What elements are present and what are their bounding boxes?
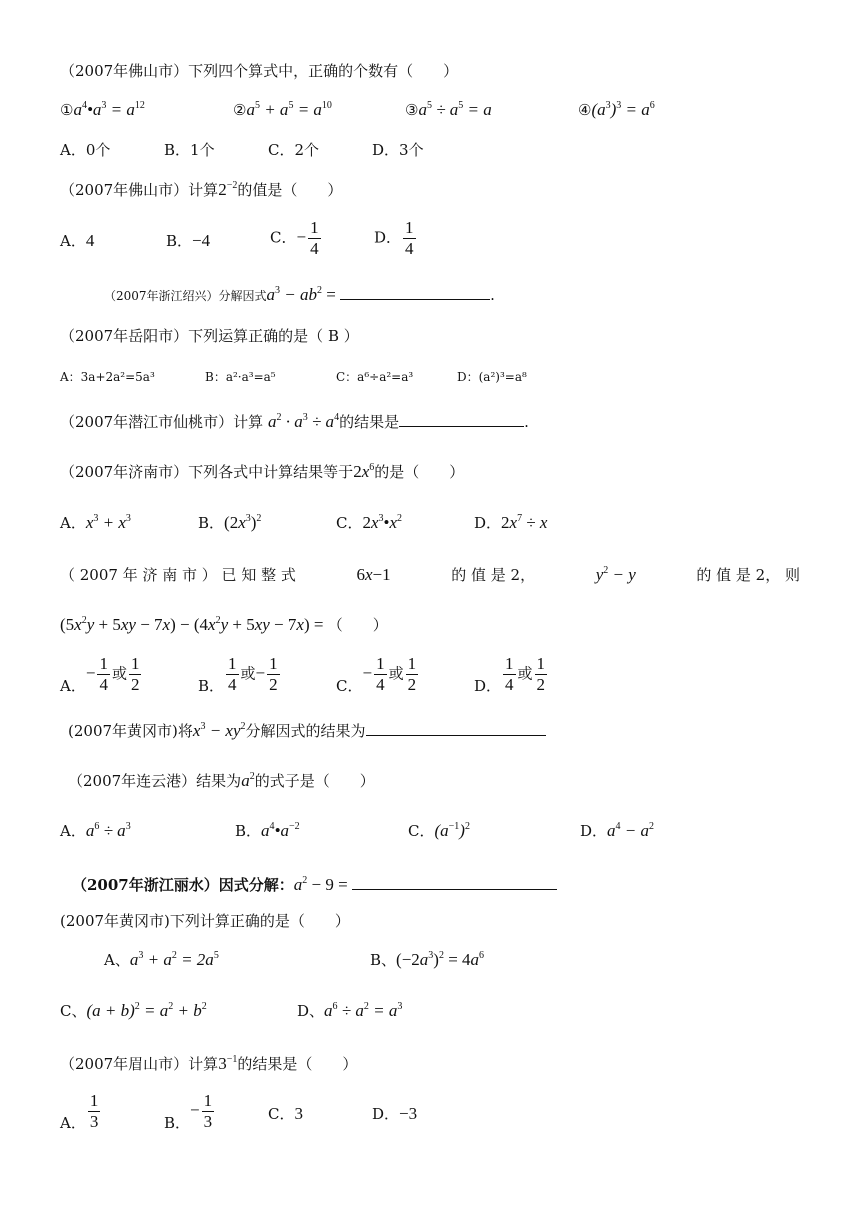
- q11-choice-b: B、$(-2a^3)^2 = 4a^6$: [370, 950, 485, 969]
- choice: C．: [270, 228, 297, 247]
- choice: D．: [474, 514, 502, 532]
- q12-stem: （2007年眉山市）计算$3^{-1}$的结果是（ ）: [60, 1054, 358, 1073]
- answer-blank[interactable]: [366, 719, 546, 736]
- q1-item-label: ④: [578, 101, 592, 119]
- choice: B．: [164, 1113, 191, 1132]
- answer-blank[interactable]: [352, 873, 557, 890]
- choice: D．: [474, 676, 502, 695]
- choice: C．: [336, 514, 363, 532]
- q3-stem: （2007年浙江绍兴）分解因式$a^3 - ab^2$ = .: [104, 285, 495, 304]
- choice: B．: [198, 676, 225, 695]
- choice: A．0个: [60, 141, 111, 159]
- q6-stem: （2007年济南市）下列各式中计算结果等于$2x^6$的是（ ）: [60, 462, 465, 481]
- q4-stem: （2007年岳阳市）下列运算正确的是（ B ）: [60, 327, 359, 345]
- q2-stem: （2007年佛山市）计算$2^{-2}$的值是（ ）: [60, 180, 343, 199]
- choice: B：a²·a³=a⁵: [205, 370, 276, 384]
- choice: A．: [60, 1113, 86, 1132]
- choice: B．: [198, 514, 225, 532]
- answer-blank[interactable]: [340, 283, 490, 300]
- choice: D、: [297, 1002, 325, 1020]
- choice: A、: [104, 951, 130, 969]
- q11-choice-a: A、$a^3 + a^2 = 2a^5$: [104, 950, 219, 969]
- choice: C：a⁶÷a²=a³: [336, 370, 414, 384]
- choice: A．: [60, 822, 86, 840]
- choice: D．: [374, 228, 402, 247]
- q9-stem: （2007年连云港）结果为$a^2$的式子是（ ）: [68, 771, 375, 790]
- q11-stem: (2007年黄冈市)下列计算正确的是（ ）: [60, 912, 350, 930]
- q1-item-label: ①: [60, 101, 74, 119]
- q11-choice-c: C、$(a + b)^2 = a^2 + b^2$: [60, 1001, 207, 1020]
- choice: D．: [580, 822, 608, 840]
- choice: C．: [408, 822, 435, 840]
- choice: A：3a+2a²=5a³: [60, 370, 155, 384]
- choice: C．: [268, 1105, 295, 1123]
- q10-stem: （2007年浙江丽水）因式分解：$a^2 - 9$ =: [72, 873, 557, 896]
- q5-stem: （2007年潜江市仙桃市）计算 $a^2 \cdot a^3 \div a^4$的结果是 .: [60, 412, 529, 431]
- q1-stem: （2007年佛山市）下列四个算式中，正确的个数有（ ）: [60, 62, 459, 80]
- q7-expression: $(5x^2y + 5xy - 7x) - (4x^2y + 5xy - 7x)$ = （ ）: [60, 615, 388, 634]
- choice: C．2个: [268, 141, 320, 159]
- q7-stem: （ 2007 年 济 南 市 ） 已 知 整 式 6x−1 的 值 是 2， $y^2 - y$ 的 值 是 2， 则: [60, 565, 800, 584]
- choice: A．: [60, 676, 86, 695]
- choice: A．: [60, 232, 86, 250]
- choice: D．: [372, 1105, 400, 1123]
- choice: D．3个: [372, 141, 424, 159]
- answer-blank[interactable]: [399, 410, 524, 427]
- choice: A．: [60, 514, 86, 532]
- q11-choice-d: D、$a^6 \div a^2 = a^3$: [297, 1001, 403, 1020]
- choice: B、: [370, 951, 397, 969]
- choice: B．: [166, 232, 193, 250]
- choice: B．1个: [164, 141, 215, 159]
- q1-item-label: ②: [233, 101, 247, 119]
- choice: D：(a²)³=a⁸: [457, 370, 527, 384]
- q8-stem: (2007年黄冈市)将$x^3 - xy^2$分解因式的结果为: [68, 719, 546, 742]
- q1-item-label: ③: [405, 101, 419, 119]
- choice: C．: [336, 676, 363, 695]
- choice: C、: [60, 1002, 87, 1020]
- choice: B．: [235, 822, 262, 840]
